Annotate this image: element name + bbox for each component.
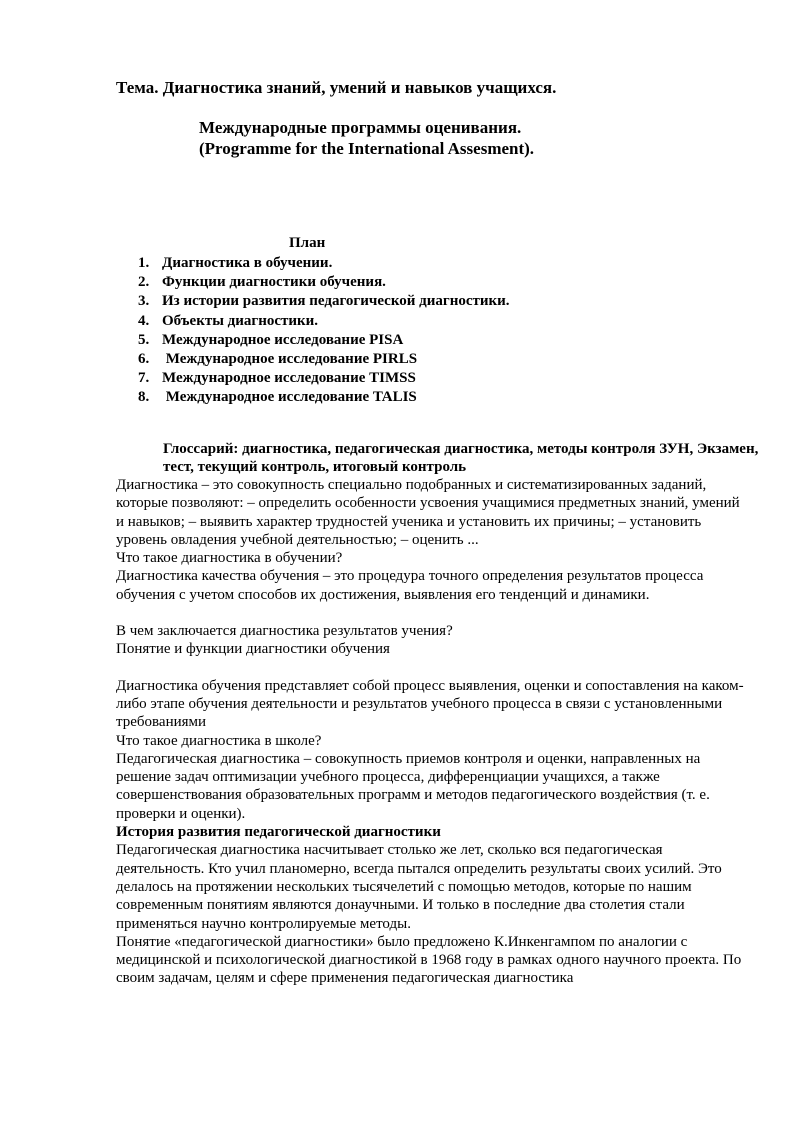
paragraph-spacer	[116, 659, 746, 677]
plan-item-number: 4.	[138, 312, 150, 329]
plan-item	[138, 369, 510, 388]
plan-item-number: 3.	[138, 293, 150, 310]
plan-heading: План	[289, 235, 326, 251]
section-heading-history: История развития педагогической диагностики	[116, 824, 441, 841]
plan-item-number: 5.	[138, 331, 150, 348]
document-subtitle-line2: (Programme for the International Assesment).	[199, 139, 535, 158]
paragraph-spacer	[116, 604, 746, 622]
plan-item-number: 1.	[138, 255, 150, 271]
plan-item	[138, 292, 510, 311]
section-subheading: Понятие и функции диагностики обучения	[116, 641, 390, 658]
glossary: Глоссарий: диагностика, педагогическая диагностика, методы контроля ЗУН, Экзамен, тест, текущий контроль, итоговый контроль	[163, 441, 759, 475]
plan-item-number: 6.	[138, 350, 150, 367]
plan-item	[138, 388, 510, 407]
plan-item	[138, 350, 510, 369]
plan-item-number: 8.	[138, 389, 150, 406]
plan-item-text: Из истории развития педагогической диагностики.	[162, 293, 510, 310]
paragraph: Педагогическая диагностика – совокупность приемов контроля и оценки, направленных на решение задач оптимизации учебного процесса, дифференциации учащихся, а также совершенствования образовательных программ и методов педагогического воздействия (т. е. проверки и оценки).	[116, 750, 710, 822]
plan-item-text: Международное исследование PIRLS	[162, 350, 418, 367]
question-heading: Что такое диагностика в обучении?	[116, 550, 343, 567]
paragraph: Диагностика качества обучения – это процедура точного определения результатов процесса обучения с учетом способов их достижения, выявления его тенденций и динамики.	[116, 568, 704, 603]
question-heading: В чем заключается диагностика результатов учения?	[116, 623, 453, 640]
paragraph: Педагогическая диагностика насчитывает столько же лет, сколько вся педагогическая деятельность. Кто учил планомерно, всегда пытался определить результаты своих усилий. Это делалось на протяжении нескольких тысячелетий с помощью методов, которые по нашим современным понятиям являются донаучными. И только в последние два столетия стали применяться научно контролируемые методы.	[116, 842, 722, 932]
plan-item	[138, 312, 510, 331]
document-subtitle-line1: Международные программы оценивания.	[199, 118, 522, 137]
question-heading: Что такое диагностика в школе?	[116, 732, 322, 749]
plan-item-text: Международное исследование TALIS	[162, 389, 417, 406]
paragraph: Диагностика обучения представляет собой процесс выявления, оценки и сопоставления на каком-либо этапе обучения деятельности и результатов учебного процесса в связи с установленными требованиями	[116, 677, 744, 731]
paragraph: Понятие «педагогической диагностики» было предложено К.Инкенгампом по аналогии с медицинской и психологической диагностикой в 1968 году в рамках одного научного проекта. По своим задачам, целям и сфере применения педагогическая диагностика	[116, 933, 742, 987]
plan-item-number: 2.	[138, 274, 150, 291]
plan-item	[138, 331, 510, 350]
plan-item-text: Объекты диагностики.	[162, 312, 319, 329]
plan-item	[138, 254, 510, 273]
document-body	[116, 476, 746, 988]
plan-item-text: Международное исследование TIMSS	[162, 370, 416, 387]
plan-item-text: Функции диагностики обучения.	[162, 274, 386, 291]
plan-item-text: Диагностика в обучении.	[162, 255, 333, 271]
plan-list	[138, 254, 510, 408]
paragraph: Диагностика – это совокупность специально подобранных и систематизированных заданий, которые позволяют: – определить особенности усвоения учащимися предметных знаний, умений и навыков; – выявить характер трудностей ученика и установить их причины; – установить уровень овладения учебной деятельностью; – оценить ...	[116, 477, 740, 548]
plan-item	[138, 273, 510, 292]
plan-item-number: 7.	[138, 370, 150, 387]
document-title: Тема. Диагностика знаний, умений и навыков учащихся.	[116, 78, 557, 97]
plan-item-text: Международное исследование PISA	[162, 331, 404, 348]
